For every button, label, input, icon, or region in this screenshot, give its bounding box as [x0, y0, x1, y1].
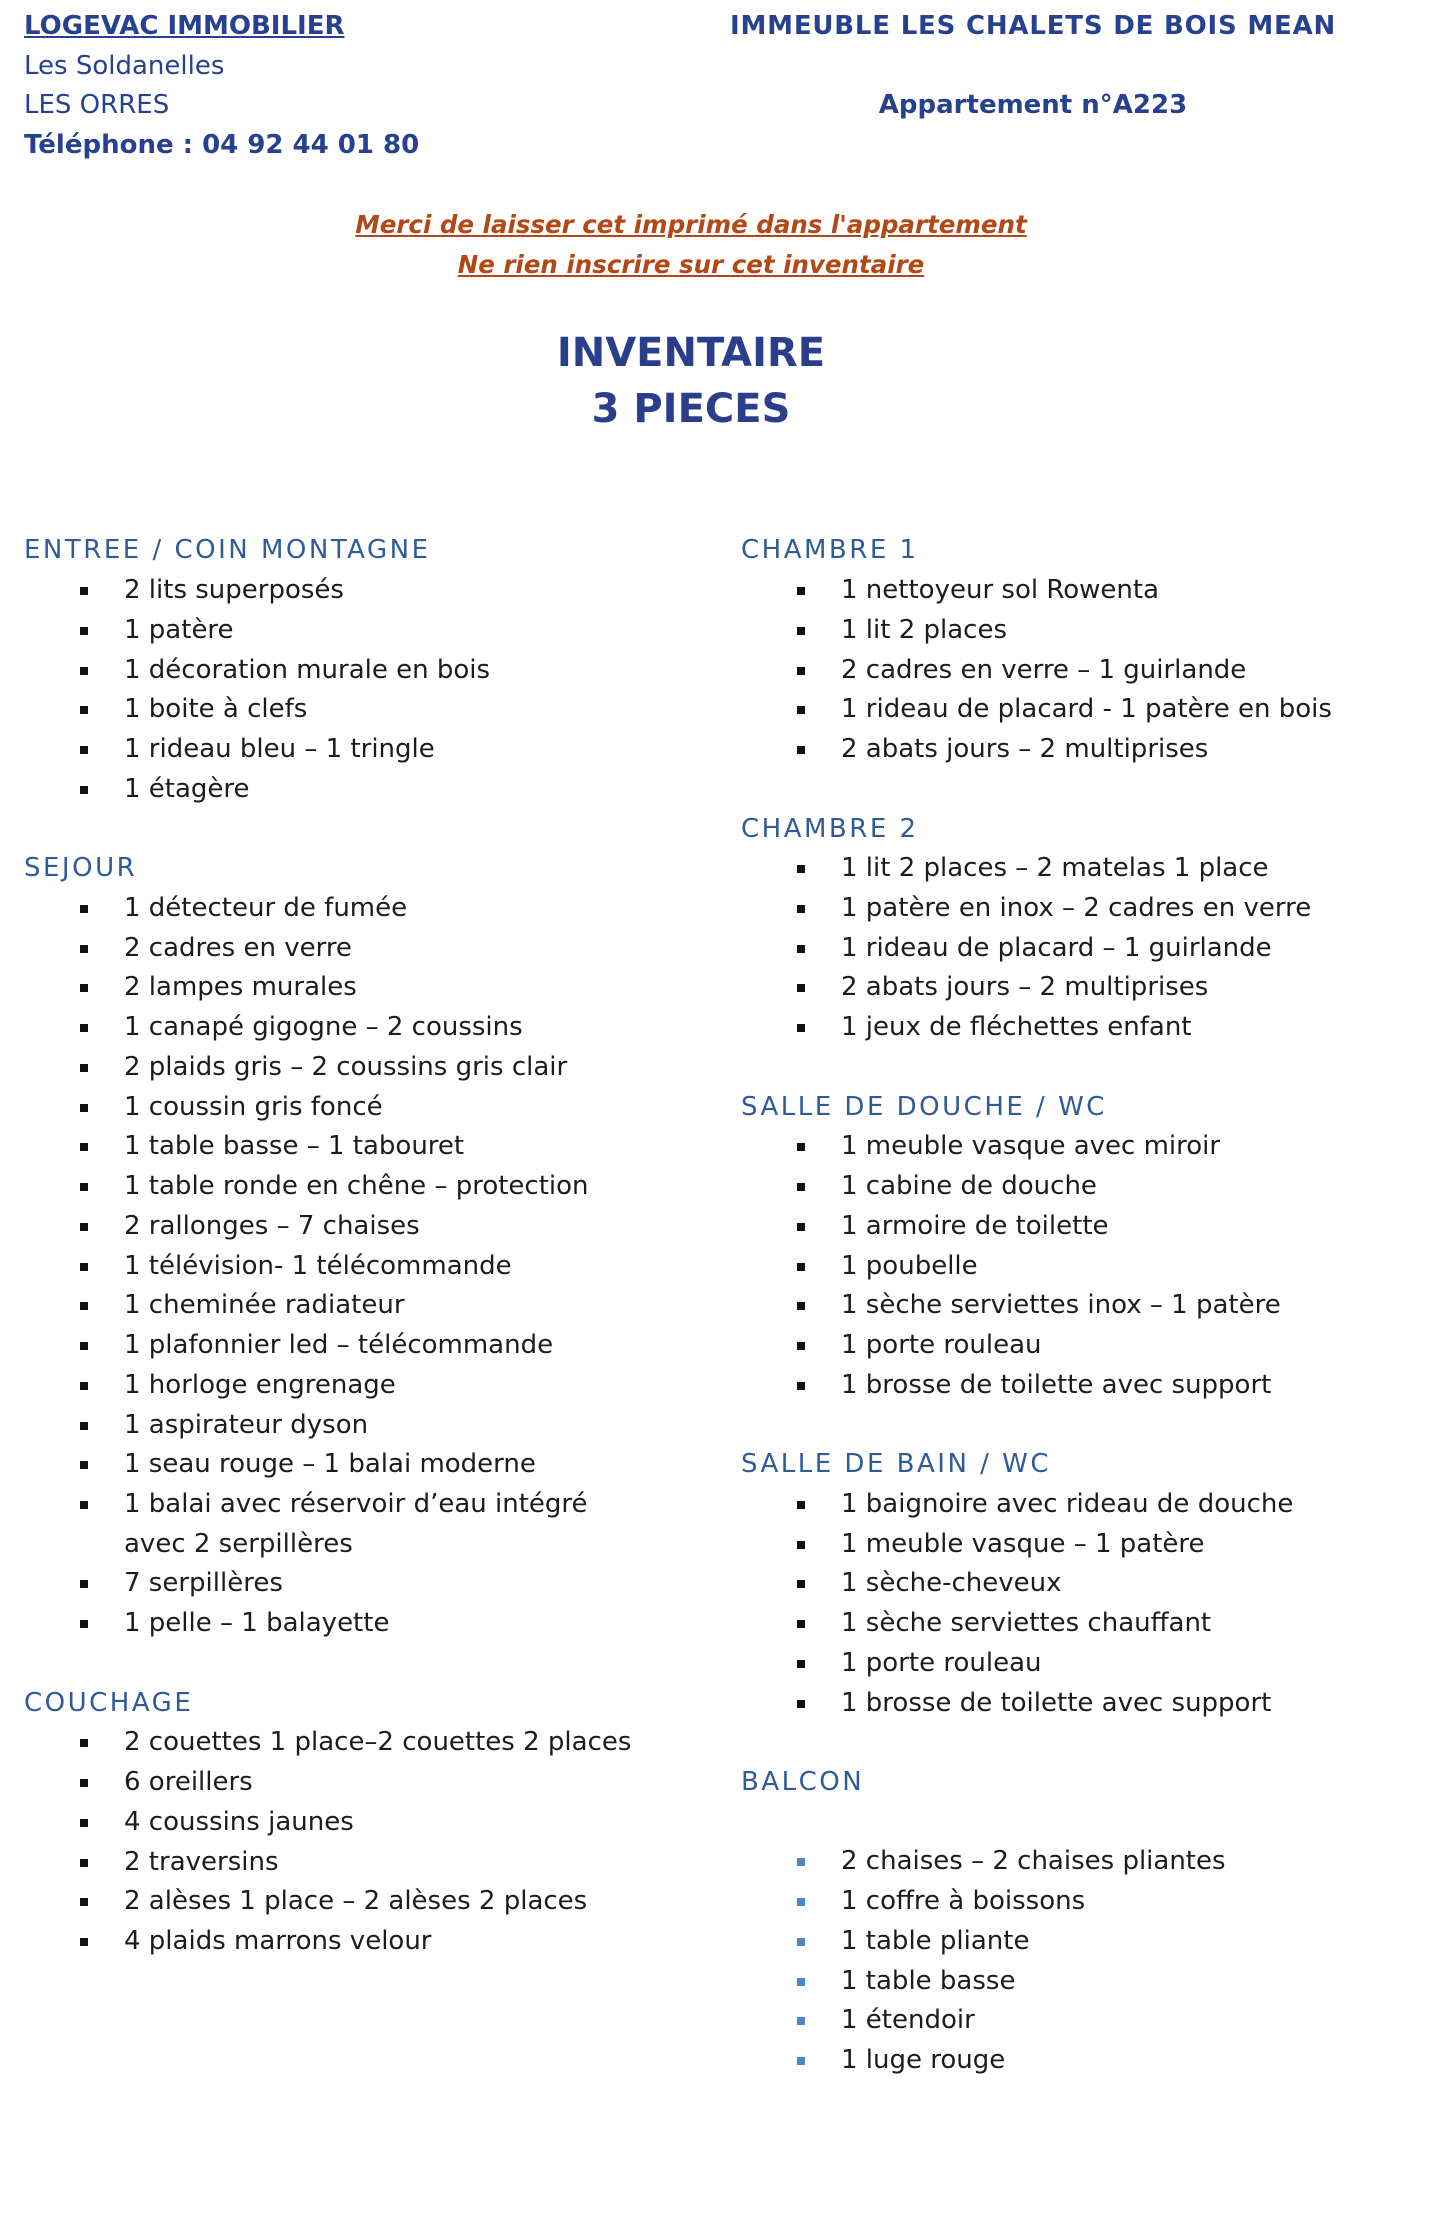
square-bullet-icon	[80, 984, 88, 992]
square-bullet-icon	[80, 1859, 88, 1867]
list-item	[741, 968, 1421, 1008]
list-item	[741, 1247, 1421, 1287]
list-item	[24, 1088, 704, 1128]
list-item	[24, 929, 704, 969]
section-heading: ENTREE / COIN MONTAGNE	[24, 535, 431, 566]
section-heading: COUCHAGE	[24, 1687, 194, 1718]
square-bullet-icon	[80, 1620, 88, 1628]
list-item	[24, 1803, 704, 1843]
notice-line-2-row	[0, 245, 1382, 285]
list-item	[24, 1723, 704, 1763]
list-item	[24, 1127, 704, 1167]
item-text: 1 luge rouge	[841, 2045, 1006, 2076]
section-couchage	[24, 1684, 704, 1962]
item-list	[24, 1723, 704, 1961]
item-text: 1 table pliante	[841, 1925, 1030, 1956]
item-text: 1 sèche serviettes chauffant	[841, 1608, 1212, 1639]
item-text: 2 plaids gris – 2 coussins gris clair	[124, 1051, 568, 1082]
square-bullet-icon	[797, 1580, 805, 1588]
square-bullet-icon	[80, 1223, 88, 1231]
square-bullet-icon	[80, 1263, 88, 1271]
building-name: IMMEUBLE LES CHALETS DE BOIS MEAN	[730, 11, 1337, 41]
list-item	[24, 1167, 704, 1207]
square-bullet-icon	[797, 1938, 805, 1946]
list-item	[741, 651, 1421, 691]
list-item	[741, 2041, 1421, 2081]
item-text: 1 télévision- 1 télécommande	[124, 1250, 512, 1281]
item-text: 1 rideau bleu – 1 tringle	[124, 734, 435, 765]
item-text: 1 baignoire avec rideau de douche	[841, 1488, 1294, 1519]
agency-phone: Téléphone : 04 92 44 01 80	[24, 130, 420, 161]
list-item	[741, 1604, 1421, 1644]
square-bullet-icon	[797, 945, 805, 953]
list-item	[24, 1485, 704, 1564]
item-text: 1 table ronde en chêne – protection	[124, 1171, 589, 1202]
square-bullet-icon	[80, 1104, 88, 1112]
square-bullet-icon	[80, 587, 88, 595]
item-text: 1 rideau de placard - 1 patère en bois	[841, 694, 1332, 725]
list-item	[24, 770, 704, 810]
square-bullet-icon	[80, 667, 88, 675]
item-text: 1 meuble vasque avec miroir	[841, 1131, 1221, 1162]
item-text: 1 table basse	[841, 1965, 1016, 1996]
list-item	[741, 2001, 1421, 2041]
item-text: 6 oreillers	[124, 1767, 253, 1798]
list-item	[24, 1008, 704, 1048]
section-heading: CHAMBRE 1	[741, 535, 919, 566]
section-salle-de-douche-wc	[741, 1088, 1421, 1406]
list-item	[24, 730, 704, 770]
square-bullet-icon	[80, 1382, 88, 1390]
item-text: 1 pelle – 1 balayette	[124, 1608, 390, 1639]
square-bullet-icon	[797, 1501, 805, 1509]
square-bullet-icon	[80, 1580, 88, 1588]
square-bullet-icon	[797, 1024, 805, 1032]
list-item	[24, 1048, 704, 1088]
title-line-1: INVENTAIRE	[556, 330, 826, 376]
item-text: 1 canapé gigogne – 2 coussins	[124, 1012, 523, 1043]
list-item	[24, 690, 704, 730]
square-bullet-icon	[797, 865, 805, 873]
item-text: 1 étagère	[124, 773, 250, 804]
square-bullet-icon	[797, 1263, 805, 1271]
square-bullet-icon	[797, 667, 805, 675]
square-bullet-icon	[80, 1143, 88, 1151]
square-bullet-icon	[797, 1660, 805, 1668]
item-text: 2 chaises – 2 chaises pliantes	[841, 1846, 1226, 1877]
list-item	[741, 1286, 1421, 1326]
item-text: 1 horloge engrenage	[124, 1369, 396, 1400]
section-heading: BALCON	[741, 1767, 865, 1798]
item-text: 1 poubelle	[841, 1250, 978, 1281]
agency-name: LOGEVAC IMMOBILIER	[24, 11, 345, 41]
list-item	[24, 1247, 704, 1287]
item-text: 1 coffre à boissons	[841, 1886, 1086, 1917]
item-text: 2 abats jours – 2 multiprises	[841, 734, 1209, 765]
item-text: 1 cheminée radiateur	[124, 1290, 405, 1321]
list-item	[24, 611, 704, 651]
item-text: 1 sèche-cheveux	[841, 1568, 1062, 1599]
list-item	[741, 1564, 1421, 1604]
item-text: 1 boite à clefs	[124, 694, 308, 725]
item-text: 1 détecteur de fumée	[124, 892, 408, 923]
item-text: 1 cabine de douche	[841, 1171, 1097, 1202]
list-item	[741, 1962, 1421, 2002]
square-bullet-icon	[797, 1342, 805, 1350]
item-text: 1 rideau de placard – 1 guirlande	[841, 932, 1272, 963]
item-list	[741, 849, 1421, 1048]
square-bullet-icon	[80, 1422, 88, 1430]
square-bullet-icon	[797, 706, 805, 714]
square-bullet-icon	[797, 1898, 805, 1906]
list-item	[741, 929, 1421, 969]
square-bullet-icon	[80, 1461, 88, 1469]
item-list	[24, 889, 704, 1644]
item-text: 4 coussins jaunes	[124, 1806, 354, 1837]
list-item	[741, 1167, 1421, 1207]
square-bullet-icon	[80, 1819, 88, 1827]
list-item	[24, 1445, 704, 1485]
list-item	[741, 849, 1421, 889]
square-bullet-icon	[797, 984, 805, 992]
item-text: 2 cadres en verre – 1 guirlande	[841, 654, 1247, 685]
item-text: 1 décoration murale en bois	[124, 654, 491, 685]
square-bullet-icon	[797, 1382, 805, 1390]
notice-block	[0, 205, 1382, 284]
item-text: 1 plafonnier led – télécommande	[124, 1330, 554, 1361]
item-text: 1 brosse de toilette avec support	[841, 1369, 1272, 1400]
section-entree-coin-montagne	[24, 531, 704, 809]
list-item	[24, 1366, 704, 1406]
square-bullet-icon	[797, 1541, 805, 1549]
list-item	[741, 1485, 1421, 1525]
list-item	[24, 651, 704, 691]
square-bullet-icon	[797, 2017, 805, 2025]
list-item	[741, 889, 1421, 929]
list-item	[741, 1644, 1421, 1684]
list-item	[24, 1207, 704, 1247]
list-item	[741, 1525, 1421, 1565]
item-text: 2 couettes 1 place–2 couettes 2 places	[124, 1727, 632, 1758]
square-bullet-icon	[797, 1223, 805, 1231]
item-text: 1 patère	[124, 614, 234, 645]
agency-block	[24, 7, 419, 166]
list-item	[24, 889, 704, 929]
item-text: 1 patère en inox – 2 cadres en verre	[841, 892, 1312, 923]
square-bullet-icon	[797, 1700, 805, 1708]
square-bullet-icon	[80, 1064, 88, 1072]
item-text: 1 aspirateur dyson	[124, 1409, 369, 1440]
item-text: 2 alèses 1 place – 2 alèses 2 places	[124, 1886, 588, 1917]
square-bullet-icon	[80, 1898, 88, 1906]
item-text: 7 serpillères	[124, 1568, 283, 1599]
item-text: 1 meuble vasque – 1 patère	[841, 1528, 1205, 1559]
square-bullet-icon	[797, 1143, 805, 1151]
header-spacer	[730, 47, 1336, 87]
square-bullet-icon	[797, 1858, 805, 1866]
building-block	[730, 7, 1336, 126]
square-bullet-icon	[80, 1739, 88, 1747]
list-item	[741, 1882, 1421, 1922]
list-item	[741, 1842, 1421, 1882]
item-text: 2 rallonges – 7 chaises	[124, 1210, 420, 1241]
section-heading: SALLE DE BAIN / WC	[741, 1449, 1052, 1480]
square-bullet-icon	[80, 1501, 88, 1509]
list-item	[24, 1604, 704, 1644]
item-text: 2 cadres en verre	[124, 932, 352, 963]
square-bullet-icon	[80, 905, 88, 913]
list-item	[741, 1008, 1421, 1048]
item-text: 1 brosse de toilette avec support	[841, 1687, 1272, 1718]
square-bullet-icon	[80, 1779, 88, 1787]
square-bullet-icon	[80, 746, 88, 754]
square-bullet-icon	[797, 746, 805, 754]
section-sejour	[24, 849, 704, 1644]
square-bullet-icon	[797, 2057, 805, 2065]
list-item	[741, 1127, 1421, 1167]
list-item	[24, 1843, 704, 1883]
item-text: 2 abats jours – 2 multiprises	[841, 972, 1209, 1003]
section-heading: SALLE DE DOUCHE / WC	[741, 1091, 1107, 1122]
square-bullet-icon	[797, 1302, 805, 1310]
section-balcon	[741, 1763, 1421, 2081]
title-line-2: 3 PIECES	[591, 386, 791, 432]
item-list	[24, 571, 704, 809]
square-bullet-icon	[797, 627, 805, 635]
item-list	[741, 571, 1421, 770]
list-item	[24, 1882, 704, 1922]
item-text: 1 balai avec réservoir d’eau intégré avec 2 serpillères	[124, 1488, 588, 1559]
square-bullet-icon	[80, 627, 88, 635]
list-item	[24, 1326, 704, 1366]
section-chambre-2	[741, 810, 1421, 1048]
item-text: 4 plaids marrons velour	[124, 1926, 432, 1957]
item-text: 1 nettoyeur sol Rowenta	[841, 575, 1160, 606]
list-item	[741, 1922, 1421, 1962]
square-bullet-icon	[80, 1342, 88, 1350]
item-text: 2 traversins	[124, 1846, 279, 1877]
square-bullet-icon	[797, 587, 805, 595]
square-bullet-icon	[80, 1183, 88, 1191]
agency-town: LES ORRES	[24, 90, 170, 121]
list-item	[741, 1326, 1421, 1366]
right-column	[741, 531, 1421, 2120]
agency-name-row	[24, 7, 419, 47]
item-text: 1 porte rouleau	[841, 1647, 1042, 1678]
square-bullet-icon	[80, 706, 88, 714]
list-item	[741, 1207, 1421, 1247]
list-item	[741, 690, 1421, 730]
square-bullet-icon	[797, 1620, 805, 1628]
list-item	[24, 1564, 704, 1604]
list-item	[741, 1684, 1421, 1724]
item-text: 1 armoire de toilette	[841, 1210, 1109, 1241]
item-text: 2 lits superposés	[124, 575, 344, 606]
item-list	[741, 1842, 1421, 2080]
section-heading: CHAMBRE 2	[741, 813, 919, 844]
square-bullet-icon	[797, 1183, 805, 1191]
document-title	[0, 325, 1382, 437]
section-chambre-1	[741, 531, 1421, 769]
item-text: 1 étendoir	[841, 2005, 975, 2036]
item-text: 1 seau rouge – 1 balai moderne	[124, 1449, 536, 1480]
item-text: 1 porte rouleau	[841, 1330, 1042, 1360]
square-bullet-icon	[797, 905, 805, 913]
list-item	[24, 1763, 704, 1803]
list-item	[24, 1286, 704, 1326]
item-text: 1 table basse – 1 tabouret	[124, 1131, 465, 1162]
item-list	[741, 1485, 1421, 1723]
item-text: 1 jeux de fléchettes enfant	[841, 1012, 1192, 1043]
blank-line	[741, 1803, 1421, 1843]
list-item	[741, 730, 1421, 770]
notice-line-1-row	[0, 205, 1382, 245]
section-heading: SEJOUR	[24, 853, 138, 884]
item-text: 1 coussin gris foncé	[124, 1091, 383, 1122]
item-text: 1 sèche serviettes inox – 1 patère	[841, 1290, 1281, 1321]
square-bullet-icon	[80, 1024, 88, 1032]
list-item	[741, 611, 1421, 651]
left-column	[24, 531, 704, 2001]
item-list	[741, 1127, 1421, 1405]
agency-address: Les Soldanelles	[24, 50, 225, 81]
section-salle-de-bain-wc	[741, 1445, 1421, 1723]
notice-leave-document: Merci de laisser cet imprimé dans l'appartement	[355, 210, 1027, 239]
list-item	[741, 1366, 1421, 1406]
square-bullet-icon	[80, 786, 88, 794]
list-item	[24, 1406, 704, 1446]
apartment-number: Appartement n°A223	[878, 90, 1188, 121]
item-text: 1 lit 2 places	[841, 614, 1008, 645]
list-item	[24, 968, 704, 1008]
item-text: 2 lampes murales	[124, 972, 357, 1003]
list-item	[24, 1922, 704, 1962]
notice-do-not-write: Ne rien inscrire sur cet inventaire	[457, 249, 925, 279]
list-item	[741, 571, 1421, 611]
item-text: 1 lit 2 places – 2 matelas 1 place	[841, 853, 1269, 884]
list-item	[24, 571, 704, 611]
square-bullet-icon	[80, 945, 88, 953]
square-bullet-icon	[80, 1302, 88, 1310]
square-bullet-icon	[797, 1978, 805, 1986]
square-bullet-icon	[80, 1938, 88, 1946]
